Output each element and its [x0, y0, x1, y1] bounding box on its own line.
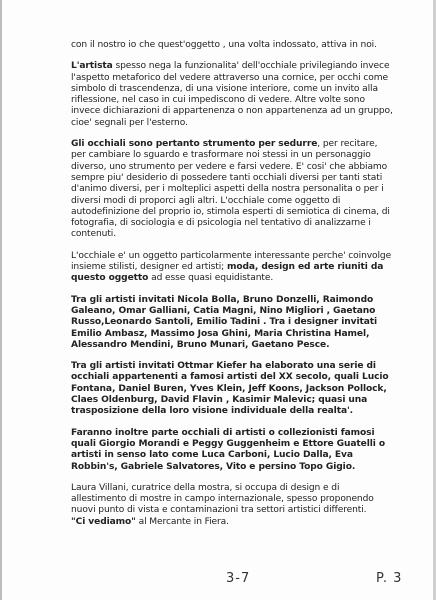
- bold-text-run: Gli occhiali sono pertanto strumento per sedurre: [71, 139, 318, 150]
- document-body: [71, 40, 393, 538]
- bold-text-run: Faranno inoltre parte occhiali di artisti o collezionisti famosi quali Giorgio Morandi e Peggy Guggenheim e Ettore Guatelli o artisti in senso lato come Luca Carboni, Lucio Dalla, Eva Robbin's, Gabriele Salvatores, Vito e persino Topo Gigio.: [71, 427, 385, 472]
- paragraph: [71, 251, 393, 285]
- handwritten-page-number: P. 3: [376, 571, 403, 586]
- bold-text-run: Tra gli artisti invitati Ottmar Kiefer ha elaborato una serie di occhiali appartenenti a famosi artisti del XX secolo, quali Lucio Fontana, Daniel Buren, Yves Klein, Jeff Koons, Jackson Pollock, Claes Oldenburg, David Flavin , Kasimir Malevic; quasi una trasposizione della loro visione individuale della realta'.: [71, 361, 389, 417]
- bold-text-run: L'artista: [71, 61, 113, 72]
- paragraph: [71, 428, 393, 473]
- handwritten-annotations: [2, 571, 436, 591]
- bold-text-run: "Ci vediamo": [71, 516, 136, 527]
- paragraph: [71, 483, 393, 528]
- text-run: spesso nega la funzionalita' dell'occhiale privilegiando invece l'aspetto metaforico del vedere attraverso una cornice, per occhi come simbolo di trascendenza, di una visione interiore, come un invito alla riflessione, nel caso in cui impediscono di vedere. Altre volte sono invece dichiarazioni di appartenenza o non appartenenza ad un gruppo, cioe' segnali per l'esterno.: [71, 61, 393, 128]
- text-run: con il nostro io che quest'oggetto , una volta indossato, attiva in noi.: [71, 40, 377, 50]
- paragraph: [71, 40, 393, 51]
- bold-text-run: Tra gli artisti invitati Nicola Bolla, Bruno Donzelli, Raimondo Galeano, Omar Galliani, Catia Magni, Nino Migliori , Gaetano Russo,Leonardo Santoli, Emilio Tadini . Tra i designer invitati Emilio Ambasz, Massimo Josa Ghini, Maria Christina Hamel, Alessandro Mendini, Bruno Munari, Gaetano Pesce.: [71, 294, 378, 350]
- paragraph: [71, 139, 393, 241]
- paragraph: [71, 295, 393, 351]
- paragraph: [71, 61, 393, 129]
- handwritten-note-left: 3-7: [226, 571, 251, 586]
- bold-text-run: moda, design ed arte riuniti da questo oggetto: [71, 262, 384, 284]
- text-run: L'occhiale e' un oggetto particolarmente interessante perche' coinvolge insieme stilisti, designer ed artisti;: [71, 250, 392, 273]
- paragraph: [71, 361, 393, 417]
- text-run: , per recitare, per cambiare lo sguardo e trasformare noi stessi in un personaggio diverso, uno strumento per vedere e farsi vedere. E' cosi' che abbiamo sempre piu' desiderio di possedere tanti occhiali diversi per tanti stati d'animo diversi, per i molteplici aspetti della nostra personalita o per i diversi modi di proporci agli altri. L'occhiale come oggetto di autodefinizione del proprio io, stimola esperti di semiotica di cinema, di fotografia, di sociologia e di psicologia nel tentativo di analizzarne i contenuti.: [71, 139, 390, 240]
- text-run: Laura Villani, curatrice della mostra, si occupa di design e di allestimento di mostre in campo internazionale, spesso proponendo nuovi punto di vista e contaminazioni tra settori artistici differenti.: [71, 482, 374, 516]
- text-run: ad esse quasi equidistante.: [148, 273, 274, 284]
- text-run: al Mercante in Fiera.: [135, 516, 229, 527]
